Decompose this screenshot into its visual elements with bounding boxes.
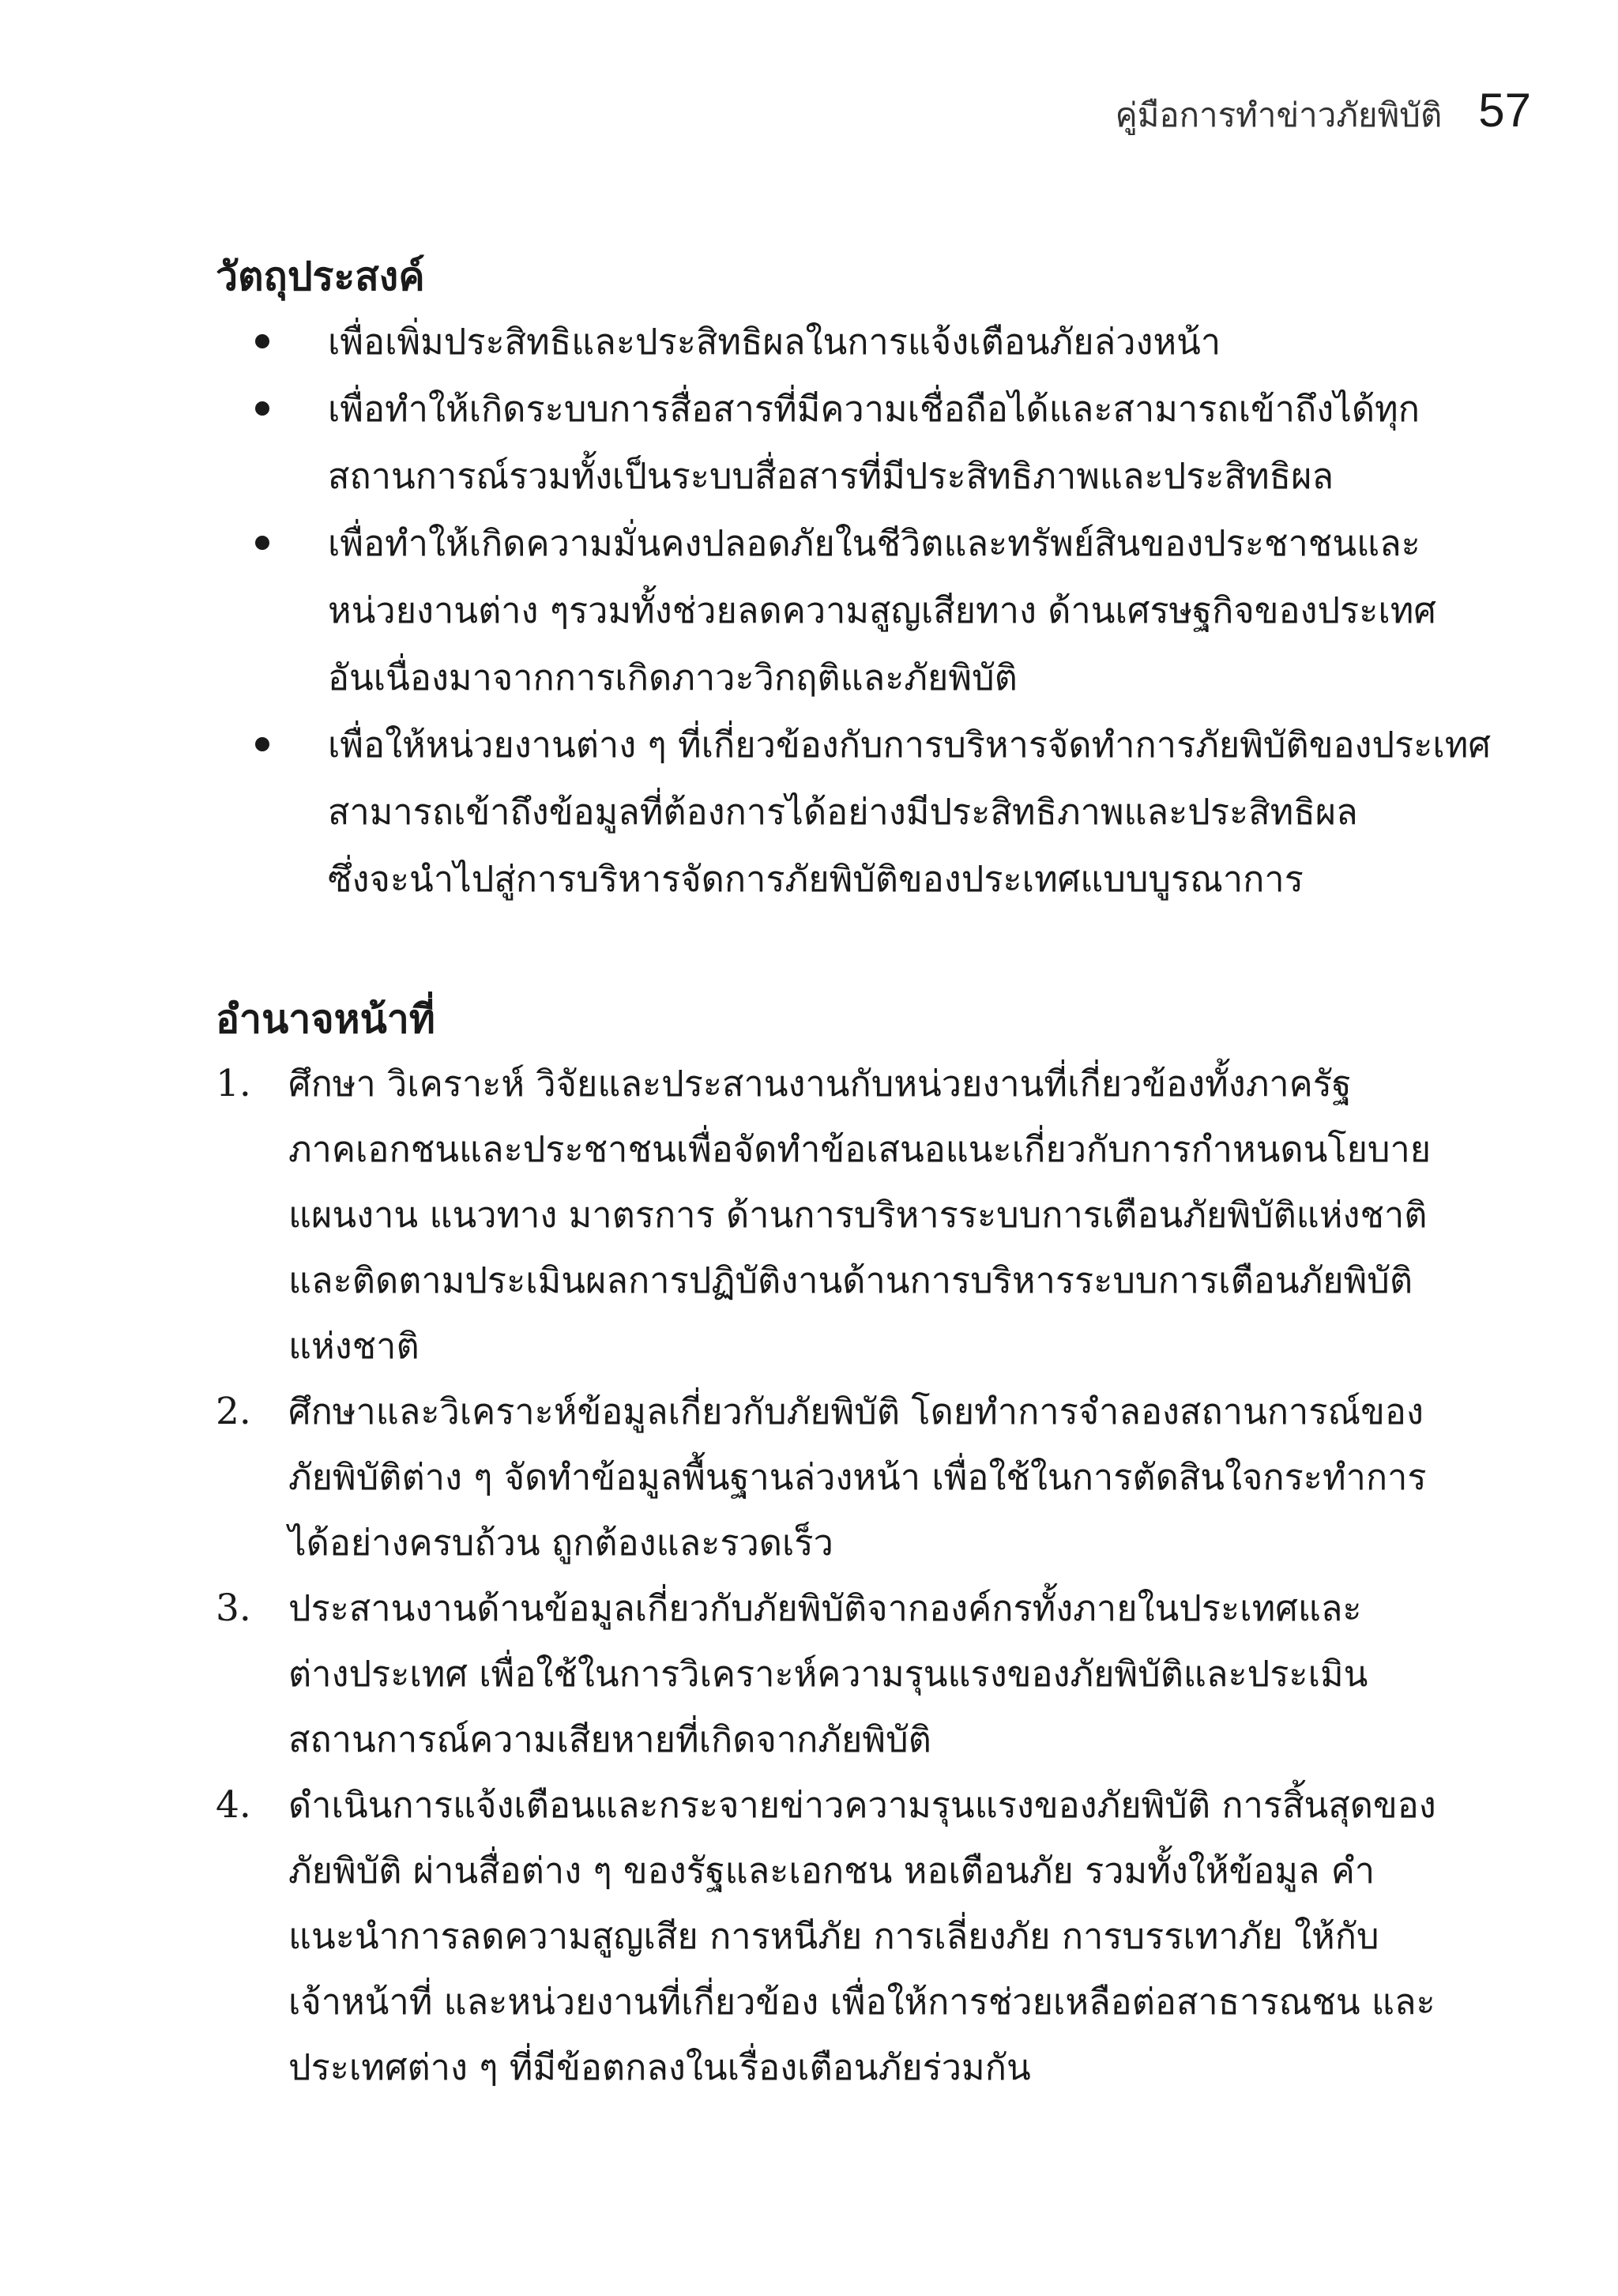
objective-line: เพื่อให้หน่วยงานต่าง ๆ ที่เกี่ยวข้องกับการบริหารจัดทำการภัยพิบัติของประเทศ <box>328 724 1491 766</box>
duty-number: 1. <box>216 1062 251 1105</box>
objective-item <box>216 375 1460 510</box>
duty-line: ภัยพิบัติต่าง ๆ จัดทำข้อมูลพื้นฐานล่วงหน้า เพื่อใช้ในการตัดสินใจกระทำการ <box>288 1456 1427 1498</box>
objective-item <box>216 510 1460 711</box>
duty-line: ต่างประเทศ เพื่อใช้ในการวิเคราะห์ความรุนแรงของภัยพิบัติและประเมิน <box>288 1653 1368 1695</box>
header-title: คู่มือการทำข่าวภัยพิบัติ <box>1115 96 1443 134</box>
objective-line: สามารถเข้าถึงข้อมูลที่ต้องการได้อย่างมีประสิทธิภาพและประสิทธิผล <box>328 791 1358 833</box>
objective-line: เพื่อทำให้เกิดระบบการสื่อสารที่มีความเชื่อถือได้และสามารถเข้าถึงได้ทุก <box>328 388 1420 430</box>
duty-number: 4. <box>216 1783 251 1827</box>
running-header <box>1116 83 1531 141</box>
bullet-icon <box>255 737 269 751</box>
duty-line: เจ้าหน้าที่ และหน่วยงานที่เกี่ยวข้อง เพื่อให้การช่วยเหลือต่อสาธารณชน และ <box>288 1981 1436 2023</box>
objective-line: เพื่อเพิ่มประสิทธิและประสิทธิผลในการแจ้งเตือนภัยล่วงหน้า <box>328 321 1221 363</box>
objective-line: สถานการณ์รวมทั้งเป็นระบบสื่อสารที่มีประสิทธิภาพและประสิทธิผล <box>328 455 1334 497</box>
objectives-list <box>216 308 1491 913</box>
bullet-icon <box>255 334 269 348</box>
bullet-icon <box>255 536 269 550</box>
duty-line: ได้อย่างครบถ้วน ถูกต้องและรวดเร็ว <box>288 1522 833 1564</box>
objective-item <box>216 711 1491 913</box>
page-content <box>216 245 1491 2100</box>
duty-item <box>216 1379 1460 1575</box>
duty-line: แผนงาน แนวทาง มาตรการ ด้านการบริหารระบบการเตือนภัยพิบัติแห่งชาติ <box>288 1194 1428 1236</box>
duty-number: 2. <box>216 1390 251 1433</box>
duty-number: 3. <box>216 1586 251 1630</box>
duties-list <box>216 1051 1460 2100</box>
bullet-icon <box>255 401 269 416</box>
section-spacer <box>216 913 1460 988</box>
duty-line: และติดตามประเมินผลการปฏิบัติงานด้านการบริหารระบบการเตือนภัยพิบัติ <box>288 1259 1413 1301</box>
duty-line: ดำเนินการแจ้งเตือนและกระจายข่าวความรุนแรงของภัยพิบัติ การสิ้นสุดของ <box>288 1784 1436 1826</box>
duty-line: สถานการณ์ความเสียหายที่เกิดจากภัยพิบัติ <box>288 1718 931 1760</box>
duty-line: ประสานงานด้านข้อมูลเกี่ยวกับภัยพิบัติจากองค์กรทั้งภายในประเทศและ <box>288 1587 1362 1629</box>
objective-item <box>216 308 1460 375</box>
duty-line: ภัยพิบัติ ผ่านสื่อต่าง ๆ ของรัฐและเอกชน หอเตือนภัย รวมทั้งให้ข้อมูล คำ <box>288 1850 1375 1891</box>
duty-line: ศึกษาและวิเคราะห์ข้อมูลเกี่ยวกับภัยพิบัติ โดยทำการจำลองสถานการณ์ของ <box>288 1391 1424 1432</box>
objective-line: หน่วยงานต่าง ๆรวมทั้งช่วยลดความสูญเสียทาง ด้านเศรษฐกิจของประเทศ <box>328 589 1436 631</box>
objective-line: อันเนื่องมาจากการเกิดภาวะวิกฤติและภัยพิบัติ <box>328 657 1018 698</box>
duty-line: แนะนำการลดความสูญเสีย การหนีภัย การเลี่ยงภัย การบรรเทาภัย ให้กับ <box>288 1915 1379 1957</box>
duty-line: ประเทศต่าง ๆ ที่มีข้อตกลงในเรื่องเตือนภัยร่วมกัน <box>288 2046 1031 2088</box>
duty-line: ศึกษา วิเคราะห์ วิจัยและประสานงานกับหน่วยงานที่เกี่ยวข้องทั้งภาครัฐ <box>288 1063 1352 1105</box>
duty-line: แห่งชาติ <box>288 1325 420 1367</box>
duty-item <box>216 1772 1460 2100</box>
objectives-heading: วัตถุประสงค์ <box>216 253 425 299</box>
objective-line: ซึ่งจะนำไปสู่การบริหารจัดการภัยพิบัติของประเทศแบบบูรณาการ <box>328 858 1304 900</box>
duty-item <box>216 1051 1460 1379</box>
duty-line: ภาคเอกชนและประชาชนเพื่อจัดทำข้อเสนอแนะเกี่ยวกับการกำหนดนโยบาย <box>288 1128 1432 1170</box>
page-number: 57 <box>1478 84 1531 137</box>
duty-item <box>216 1575 1460 1772</box>
objective-line: เพื่อทำให้เกิดความมั่นคงปลอดภัยในชีวิตและทรัพย์สินของประชาชนและ <box>328 522 1420 564</box>
duties-heading: อำนาจหน้าที่ <box>216 996 435 1042</box>
